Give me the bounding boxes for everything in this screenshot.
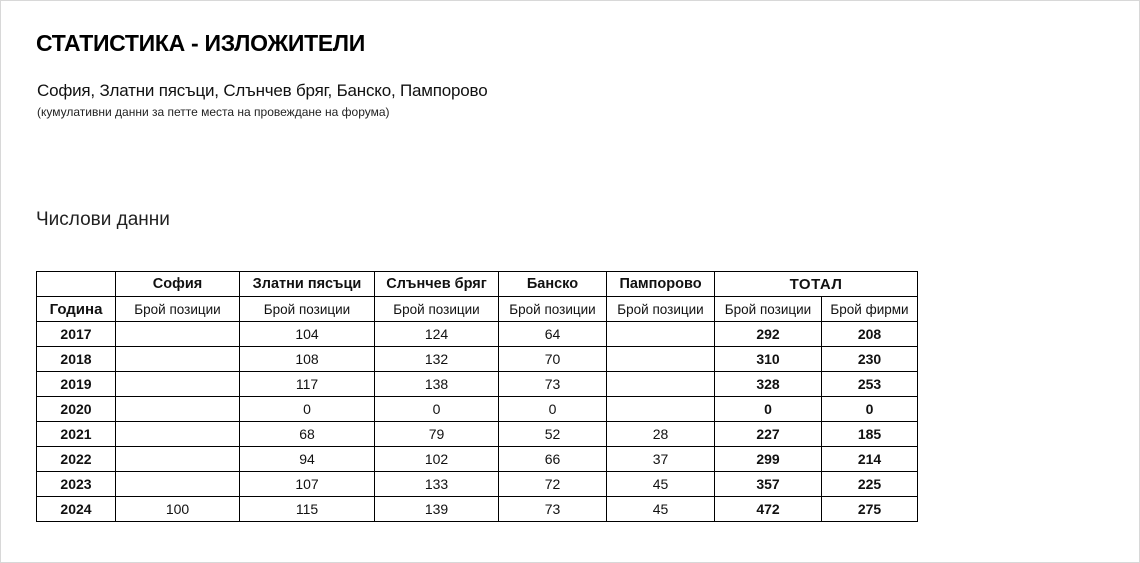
total-positions-header: Брой позиции xyxy=(715,297,822,322)
total-firms-cell: 185 xyxy=(822,422,918,447)
zlatni-positions-cell: 0 xyxy=(240,397,375,422)
table-row xyxy=(37,447,918,472)
total-firms-cell: 225 xyxy=(822,472,918,497)
sofia-positions-cell xyxy=(116,447,240,472)
column-header-sofia: София xyxy=(116,272,240,297)
zlatni-positions-cell: 117 xyxy=(240,372,375,397)
total-firms-cell: 208 xyxy=(822,322,918,347)
bansko-positions-cell: 66 xyxy=(499,447,607,472)
pamporovo-positions-cell xyxy=(607,372,715,397)
pamporovo-positions-cell: 45 xyxy=(607,497,715,522)
slanchev-positions-cell: 124 xyxy=(375,322,499,347)
total-positions-cell: 472 xyxy=(715,497,822,522)
bansko-positions-cell: 52 xyxy=(499,422,607,447)
year-cell: 2020 xyxy=(37,397,116,422)
pamporovo-positions-cell xyxy=(607,322,715,347)
slanchev-positions-cell: 133 xyxy=(375,472,499,497)
total-positions-cell: 328 xyxy=(715,372,822,397)
location-header-row xyxy=(37,272,918,297)
bansko-positions-cell: 64 xyxy=(499,322,607,347)
year-header: Година xyxy=(37,297,116,322)
total-positions-cell: 227 xyxy=(715,422,822,447)
year-cell: 2023 xyxy=(37,472,116,497)
total-positions-cell: 292 xyxy=(715,322,822,347)
zlatni-positions-header: Брой позиции xyxy=(240,297,375,322)
column-header-bansko: Банско xyxy=(499,272,607,297)
zlatni-positions-cell: 104 xyxy=(240,322,375,347)
column-header-zlatni-pyasatsi: Златни пясъци xyxy=(240,272,375,297)
total-positions-cell: 310 xyxy=(715,347,822,372)
column-header-total: ТОТАЛ xyxy=(715,272,918,297)
pamporovo-positions-cell xyxy=(607,397,715,422)
metric-header-row xyxy=(37,297,918,322)
data-note: (кумулативни данни за петте места на провеждане на форума) xyxy=(37,105,390,119)
table-row xyxy=(37,347,918,372)
total-positions-cell: 357 xyxy=(715,472,822,497)
bansko-positions-cell: 73 xyxy=(499,372,607,397)
page-title: СТАТИСТИКА - ИЗЛОЖИТЕЛИ xyxy=(36,30,365,56)
corner-cell xyxy=(37,272,116,297)
zlatni-positions-cell: 68 xyxy=(240,422,375,447)
year-cell: 2019 xyxy=(37,372,116,397)
table-row xyxy=(37,422,918,447)
pamporovo-positions-cell: 37 xyxy=(607,447,715,472)
locations-subtitle: София, Златни пясъци, Слънчев бряг, Банско, Пампорово xyxy=(37,81,488,100)
year-cell: 2021 xyxy=(37,422,116,447)
total-firms-cell: 230 xyxy=(822,347,918,372)
year-cell: 2022 xyxy=(37,447,116,472)
zlatni-positions-cell: 108 xyxy=(240,347,375,372)
sofia-positions-cell xyxy=(116,322,240,347)
total-firms-cell: 275 xyxy=(822,497,918,522)
column-header-slanchev-bryag: Слънчев бряг xyxy=(375,272,499,297)
column-header-pamporovo: Пампорово xyxy=(607,272,715,297)
total-positions-cell: 299 xyxy=(715,447,822,472)
bansko-positions-cell: 0 xyxy=(499,397,607,422)
total-firms-cell: 214 xyxy=(822,447,918,472)
zlatni-positions-cell: 107 xyxy=(240,472,375,497)
slanchev-positions-header: Брой позиции xyxy=(375,297,499,322)
pamporovo-positions-cell: 45 xyxy=(607,472,715,497)
pamporovo-positions-header: Брой позиции xyxy=(607,297,715,322)
sofia-positions-cell xyxy=(116,372,240,397)
sofia-positions-cell: 100 xyxy=(116,497,240,522)
zlatni-positions-cell: 94 xyxy=(240,447,375,472)
sofia-positions-header: Брой позиции xyxy=(116,297,240,322)
table-row xyxy=(37,397,918,422)
year-cell: 2024 xyxy=(37,497,116,522)
table-row xyxy=(37,322,918,347)
zlatni-positions-cell: 115 xyxy=(240,497,375,522)
slanchev-positions-cell: 132 xyxy=(375,347,499,372)
total-firms-cell: 253 xyxy=(822,372,918,397)
pamporovo-positions-cell xyxy=(607,347,715,372)
slanchev-positions-cell: 79 xyxy=(375,422,499,447)
table-row xyxy=(37,497,918,522)
year-cell: 2017 xyxy=(37,322,116,347)
slanchev-positions-cell: 102 xyxy=(375,447,499,472)
slanchev-positions-cell: 138 xyxy=(375,372,499,397)
sofia-positions-cell xyxy=(116,347,240,372)
total-positions-cell: 0 xyxy=(715,397,822,422)
slanchev-positions-cell: 0 xyxy=(375,397,499,422)
bansko-positions-cell: 73 xyxy=(499,497,607,522)
section-title: Числови данни xyxy=(36,209,170,230)
year-cell: 2018 xyxy=(37,347,116,372)
slanchev-positions-cell: 139 xyxy=(375,497,499,522)
bansko-positions-cell: 70 xyxy=(499,347,607,372)
bansko-positions-header: Брой позиции xyxy=(499,297,607,322)
table-row xyxy=(37,472,918,497)
bansko-positions-cell: 72 xyxy=(499,472,607,497)
total-firms-header: Брой фирми xyxy=(822,297,918,322)
sofia-positions-cell xyxy=(116,397,240,422)
statistics-table xyxy=(36,271,918,522)
sofia-positions-cell xyxy=(116,472,240,497)
pamporovo-positions-cell: 28 xyxy=(607,422,715,447)
table-row xyxy=(37,372,918,397)
total-firms-cell: 0 xyxy=(822,397,918,422)
sofia-positions-cell xyxy=(116,422,240,447)
